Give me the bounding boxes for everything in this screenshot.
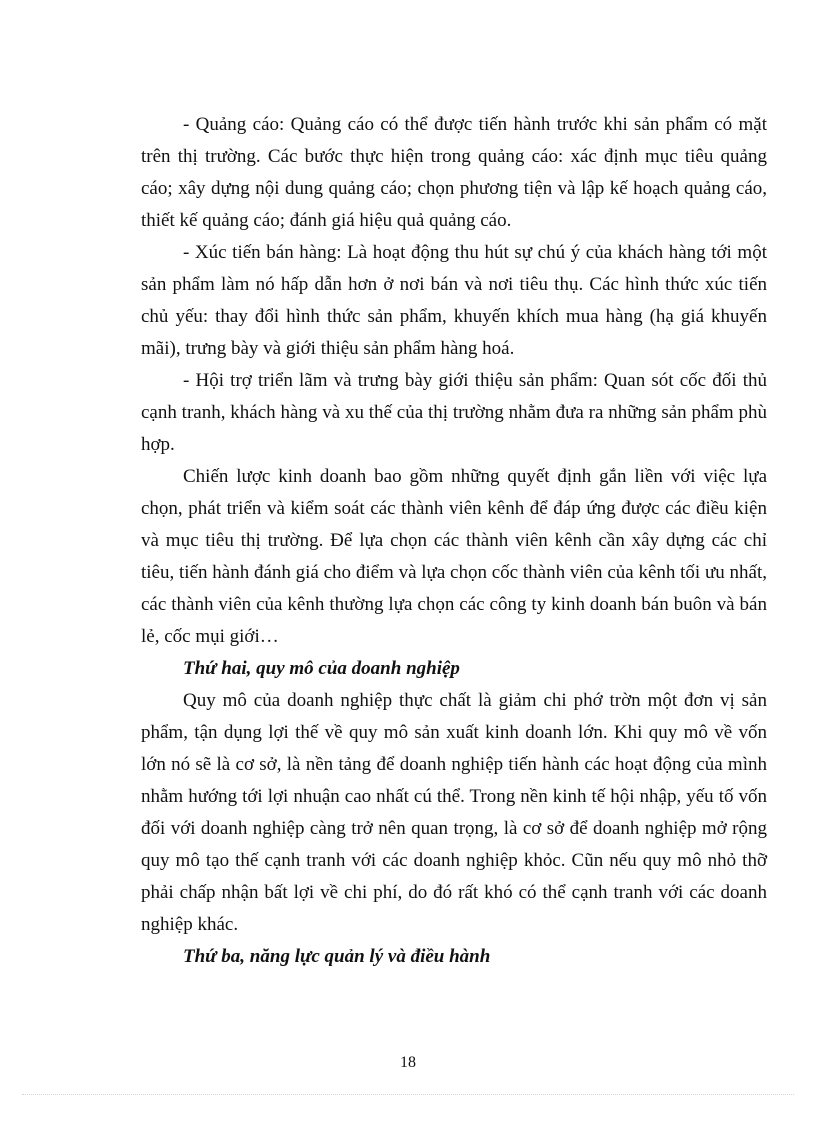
page-number: 18	[400, 1054, 416, 1071]
page-bottom-divider	[22, 1094, 794, 1095]
body-text	[141, 109, 767, 973]
paragraph-company-scale: Quy mô của doanh nghiệp thực chất là giảm chi phớ trờn một đơn vị sản phẩm, tận dụng lợi thế về quy mô sản xuất kinh doanh lớn. Khi quy mô về vốn lớn nó sẽ là cơ sở, là nền tảng để doanh nghiệp tiến hành các hoạt động của mình nhằm hướng tới lợi nhuận cao nhất cú thể. Trong nền kinh tế hội nhập, yếu tố vốn đối với doanh nghiệp càng trở nên quan trọng, là cơ sở để doanh nghiệp mở rộng quy mô tạo thế cạnh tranh với các doanh nghiệp khỏc. Cũn nếu quy mô nhỏ thỡ phải chấp nhận bất lợi về chi phí, do đó rất khó có thể cạnh tranh với các doanh nghiệp khác.	[141, 690, 767, 935]
paragraph-sales-promotion: - Xúc tiến bán hàng: Là hoạt động thu hút sự chú ý của khách hàng tới một sản phẩm làm nó hấp dẫn hơn ở nơi bán và nơi tiêu thụ. Các hình thức xúc tiến chủ yếu: thay đổi hình thức sản phẩm, khuyến khích mua hàng (hạ giá khuyến mãi), trưng bày và giới thiệu sản phẩm hàng hoá.	[141, 242, 767, 359]
paragraph-business-strategy: Chiến lược kinh doanh bao gồm những quyết định gắn liền với việc lựa chọn, phát triển và kiểm soát các thành viên kênh để đáp ứng được các điều kiện và mục tiêu thị trường. Để lựa chọn các thành viên kênh cần xây dựng các chỉ tiêu, tiến hành đánh giá cho điểm và lựa chọn cốc thành viên của kênh tối ưu nhất, các thành viên của kênh thường lựa chọn các công ty kinh doanh bán buôn và bán lẻ, cốc mụi giới…	[141, 466, 767, 647]
paragraph-trade-fair: - Hội trợ triển lãm và trưng bày giới thiệu sản phẩm: Quan sót cốc đối thủ cạnh tranh, khách hàng và xu thế của thị trường nhằm đưa ra những sản phẩm phù hợp.	[141, 370, 767, 455]
paragraph-advertising: - Quảng cáo: Quảng cáo có thể được tiến hành trước khi sản phẩm có mặt trên thị trường. Các bước thực hiện trong quảng cáo: xác định mục tiêu quảng cáo; xây dựng nội dung quảng cáo; chọn phương tiện và lập kế hoạch quảng cáo, thiết kế quảng cáo; đánh giá hiệu quả quảng cáo.	[141, 114, 767, 231]
heading-company-scale: Thứ hai, quy mô của doanh nghiệp	[183, 658, 460, 679]
heading-management-capacity: Thứ ba, năng lực quản lý và điều hành	[183, 946, 491, 967]
